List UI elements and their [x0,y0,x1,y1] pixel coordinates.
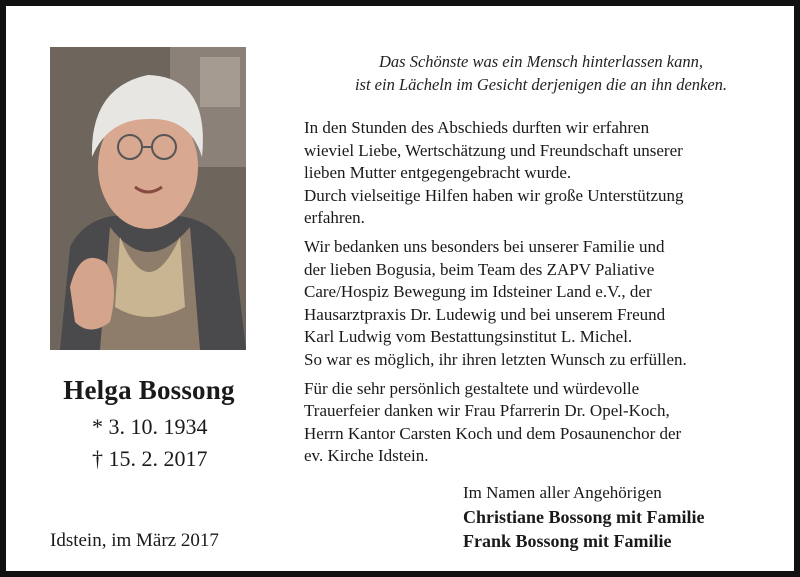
text-line: Karl Ludwig vom Bestattungsinstitut L. Michel. [304,327,633,347]
birth-date: * 3. 10. 1934 [92,414,208,439]
memorial-quote [316,50,766,96]
text-line: Herrn Kantor Carsten Koch und dem Posaunenchor der [304,423,682,443]
place-and-date: Idstein, im März 2017 [50,530,219,551]
death-date: † 15. 2. 2017 [92,446,208,471]
text-line: Trauerfeier danken wir Frau Pfarrerin Dr. Opel-Koch, [304,401,670,421]
portrait-illustration [50,47,246,350]
quote-line: Das Schönste was ein Mensch hinterlassen kann, [379,52,703,71]
signature-name: Frank Bossong mit Familie [463,531,672,551]
paragraph-support [304,117,774,230]
text-line: Durch vielseitige Hilfen haben wir große Unterstützung [304,185,684,205]
text-line: Hausarztpraxis Dr. Ludewig und bei unserem Freund [304,304,666,324]
thank-you-text [304,117,774,474]
signature-name: Christiane Bossong mit Familie [463,507,705,527]
text-line: erfahren. [304,208,365,228]
quote-line: ist ein Lächeln im Gesicht derjenigen die an ihn denken. [354,75,728,94]
text-line: ev. Kirche Idstein. [304,446,429,466]
text-line: Für die sehr persönlich gestaltete und würdevolle [304,378,640,398]
text-line: Wir bedanken uns besonders bei unserer Familie und [304,236,665,256]
text-line: So war es möglich, ihr ihren letzten Wunsch zu erfüllen. [304,349,687,369]
text-line: In den Stunden des Abschieds durften wir erfahren [304,118,650,137]
deceased-name: Helga Bossong [63,375,235,405]
portrait-photo [50,47,246,350]
signature-block [463,481,783,553]
paragraph-ceremony [304,378,774,468]
text-line: wieviel Liebe, Wertschätzung und Freundschaft unserer [304,140,683,160]
text-line: der lieben Bogusia, beim Team des ZAPV Paliative [304,259,655,279]
paragraph-thanks [304,236,774,372]
text-line: Care/Hospiz Bewegung im Idsteiner Land e.V., der [304,282,652,302]
signature-intro: Im Namen aller Angehörigen [463,483,662,502]
text-line: lieben Mutter entgegengebracht wurde. [304,163,572,183]
